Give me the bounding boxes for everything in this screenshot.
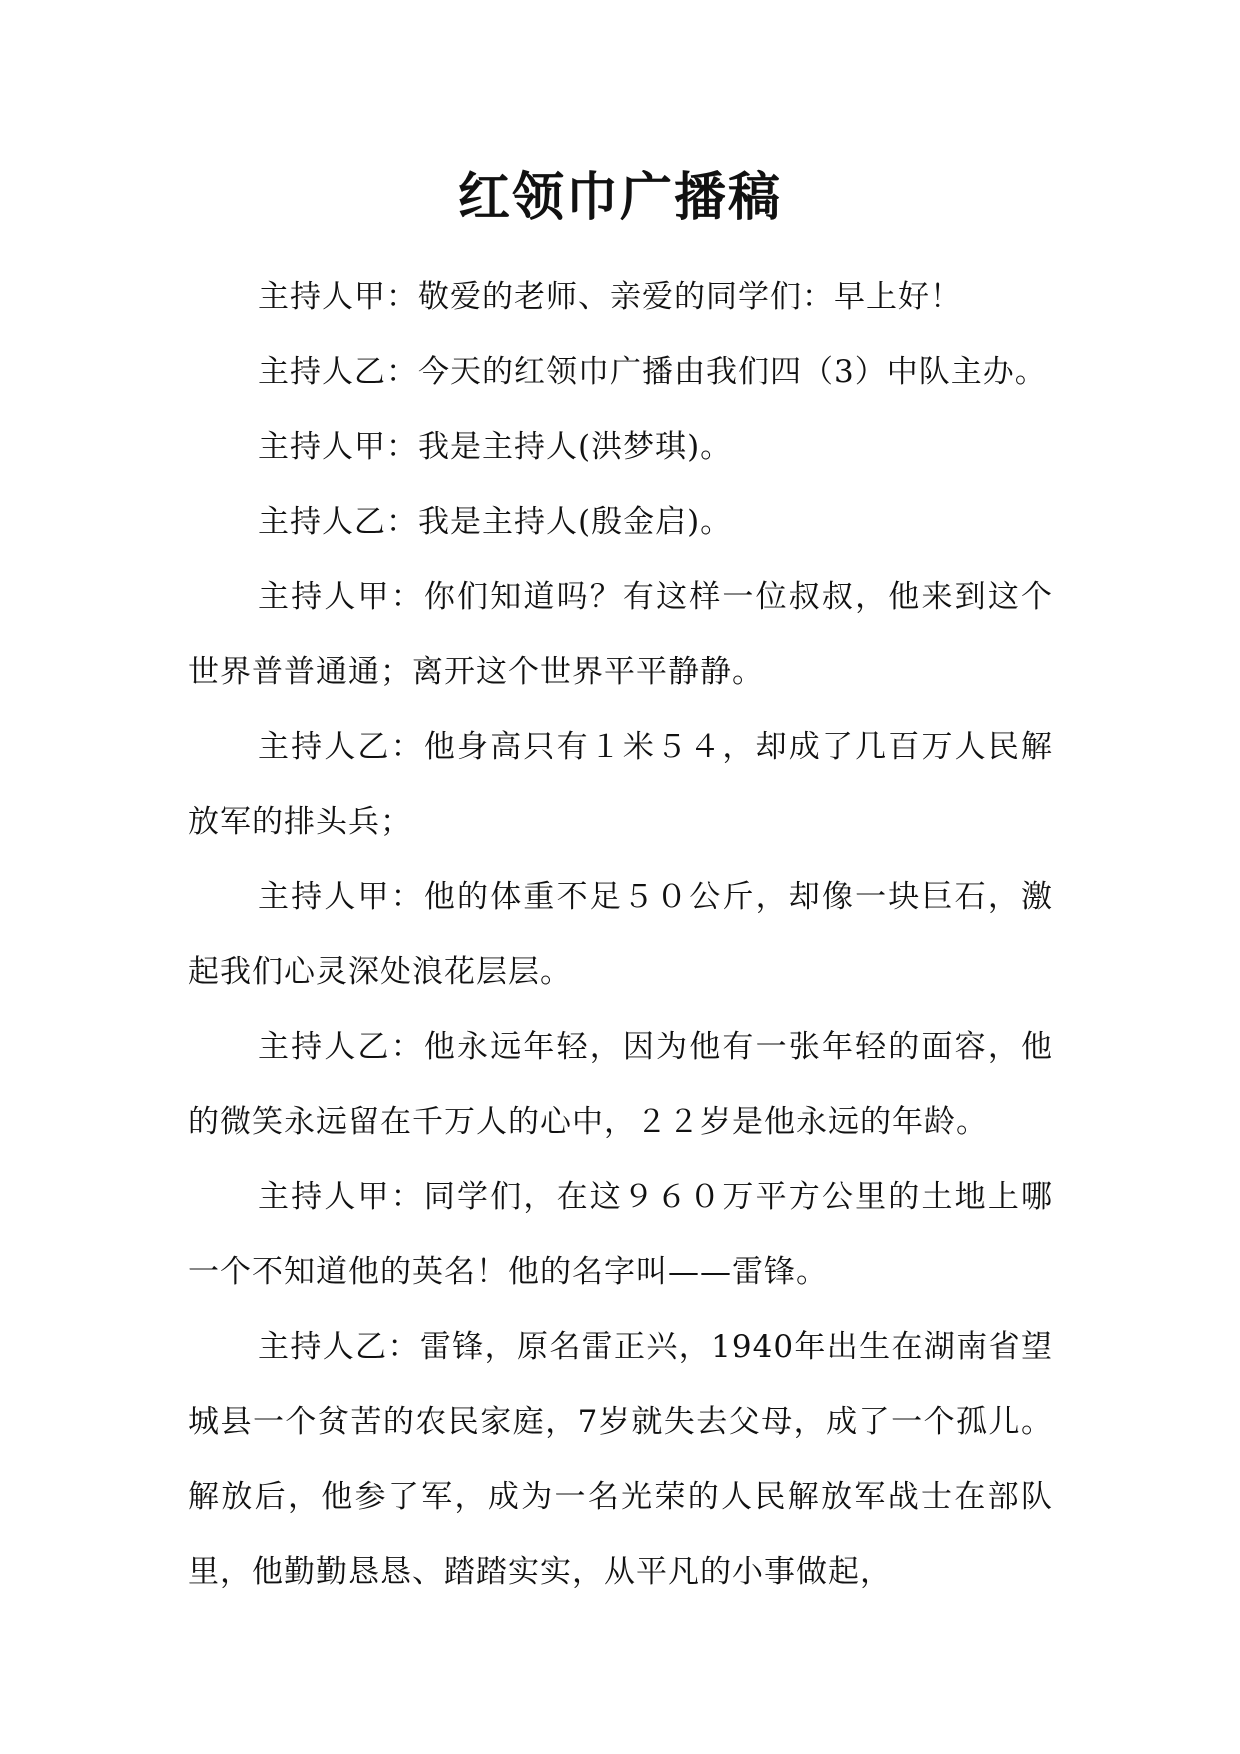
paragraph: 主持人甲：同学们，在这９６０万平方公里的土地上哪一个不知道他的英名！他的名字叫——雷锋。 — [188, 1179, 1053, 1290]
document-body — [188, 260, 1053, 1610]
paragraph: 主持人甲：敬爱的老师、亲爱的同学们：早上好！ — [258, 279, 962, 315]
paragraph: 主持人乙：他永远年轻，因为他有一张年轻的面容，他的微笑永远留在千万人的心中，２２岁是他永远的年龄。 — [188, 1029, 1053, 1140]
document-title: 红领巾广播稿 — [457, 167, 782, 228]
paragraph: 主持人乙：雷锋，原名雷正兴，1940年出生在湖南省望城县一个贫苦的农民家庭，7岁就失去父母，成了一个孤儿。解放后，他参了军，成为一名光荣的人民解放军战士在部队里，他勤勤恳恳、踏踏实实，从平凡的小事做起， — [188, 1329, 1053, 1590]
paragraph: 主持人甲：我是主持人(洪梦琪)。 — [258, 429, 733, 465]
paragraph: 主持人甲：他的体重不足５０公斤，却像一块巨石，激起我们心灵深处浪花层层。 — [188, 879, 1053, 990]
paragraph: 主持人乙：我是主持人(殷金启)。 — [258, 504, 733, 540]
paragraph: 主持人乙：他身高只有１米５４，却成了几百万人民解放军的排头兵； — [188, 729, 1053, 840]
paragraph: 主持人甲：你们知道吗？有这样一位叔叔，他来到这个世界普普通通；离开这个世界平平静静。 — [188, 579, 1053, 690]
paragraph: 主持人乙：今天的红领巾广播由我们四（3）中队主办。 — [258, 354, 1047, 390]
